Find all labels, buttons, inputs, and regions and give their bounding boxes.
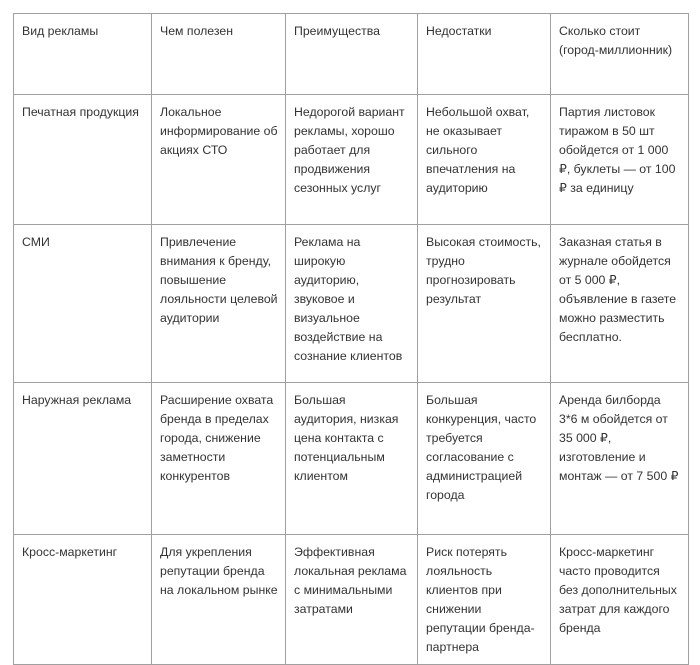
cell-benefit [152, 225, 286, 383]
cell-ad-type [14, 95, 152, 225]
cell-advantages-text: Большая аудитория, низкая цена контакта с потенциальным клиентом [294, 393, 399, 483]
table-container [13, 13, 688, 665]
cell-disadvantages-text: Высокая стоимость, трудно прогнозировать результат [426, 235, 541, 306]
cell-disadvantages-text: Большая конкуренция, часто требуется согласование с администрацией города [426, 393, 537, 502]
table-header-row [14, 14, 689, 95]
table-row [14, 95, 689, 225]
cell-advantages-text: Эффективная локальная реклама с минимальными затратами [294, 545, 407, 616]
column-header-ad-type-label: Вид рекламы [22, 24, 99, 38]
cell-benefit-text: Привлечение внимания к бренду, повышение лояльности целевой аудитории [160, 235, 278, 325]
column-header-cost-label: Сколько стоит (город-миллионник) [559, 24, 673, 57]
cell-benefit [152, 383, 286, 535]
column-header-disadvantages [418, 14, 551, 95]
table-body [14, 95, 689, 665]
cell-cost-text: Партия листовок тиражом в 50 шт обойдется от 1 000 ₽, буклеты — от 100 ₽ за единицу [559, 105, 676, 195]
cell-benefit [152, 95, 286, 225]
cell-advantages [286, 535, 418, 665]
cell-ad-type [14, 225, 152, 383]
cell-disadvantages-text: Небольшой охват, не оказывает сильного впечатления на аудиторию [426, 105, 530, 195]
column-header-advantages [286, 14, 418, 95]
cell-advantages-text: Реклама на широкую аудиторию, звуковое и визуальное воздействие на сознание клиентов [294, 235, 403, 363]
cell-advantages-text: Недорогой вариант рекламы, хорошо работает для продвижения сезонных услуг [294, 105, 405, 195]
cell-ad-type-text: СМИ [22, 235, 50, 249]
cell-cost [551, 383, 689, 535]
cell-cost-text: Аренда билборда 3*6 м обойдется от 35 000 ₽, изготовление и монтаж — от 7 500 ₽ [559, 393, 679, 483]
advertising-comparison-table [13, 13, 689, 665]
cell-disadvantages [418, 535, 551, 665]
cell-disadvantages-text: Риск потерять лояльность клиентов при снижении репутации бренда-партнера [426, 545, 535, 654]
cell-benefit-text: Локальное информирование об акциях СТО [160, 105, 278, 157]
cell-ad-type-text: Кросс-маркетинг [22, 545, 118, 559]
cell-ad-type [14, 383, 152, 535]
cell-ad-type [14, 535, 152, 665]
column-header-advantages-label: Преимущества [294, 24, 380, 38]
cell-ad-type-text: Печатная продукция [22, 105, 139, 119]
cell-disadvantages [418, 225, 551, 383]
column-header-benefit [152, 14, 286, 95]
table-row [14, 535, 689, 665]
cell-advantages [286, 225, 418, 383]
cell-ad-type-text: Наружная реклама [22, 393, 132, 407]
cell-disadvantages [418, 383, 551, 535]
cell-cost [551, 225, 689, 383]
cell-benefit [152, 535, 286, 665]
cell-advantages [286, 383, 418, 535]
cell-benefit-text: Расширение охвата бренда в пределах города, снижение заметности конкурентов [160, 393, 274, 483]
cell-cost [551, 535, 689, 665]
column-header-ad-type [14, 14, 152, 95]
table-row [14, 225, 689, 383]
cell-disadvantages [418, 95, 551, 225]
cell-benefit-text: Для укрепления репутации бренда на локальном рынке [160, 545, 278, 597]
cell-cost-text: Кросс-маркетинг часто проводится без дополнительных затрат для каждого бренда [559, 545, 677, 635]
column-header-disadvantages-label: Недостатки [426, 24, 492, 38]
column-header-cost [551, 14, 689, 95]
cell-advantages [286, 95, 418, 225]
cell-cost [551, 95, 689, 225]
table-header [14, 14, 689, 95]
cell-cost-text: Заказная статья в журнале обойдется от 5 000 ₽, объявление в газете можно разместить бесплатно. [559, 235, 677, 344]
table-row [14, 383, 689, 535]
column-header-benefit-label: Чем полезен [160, 24, 234, 38]
